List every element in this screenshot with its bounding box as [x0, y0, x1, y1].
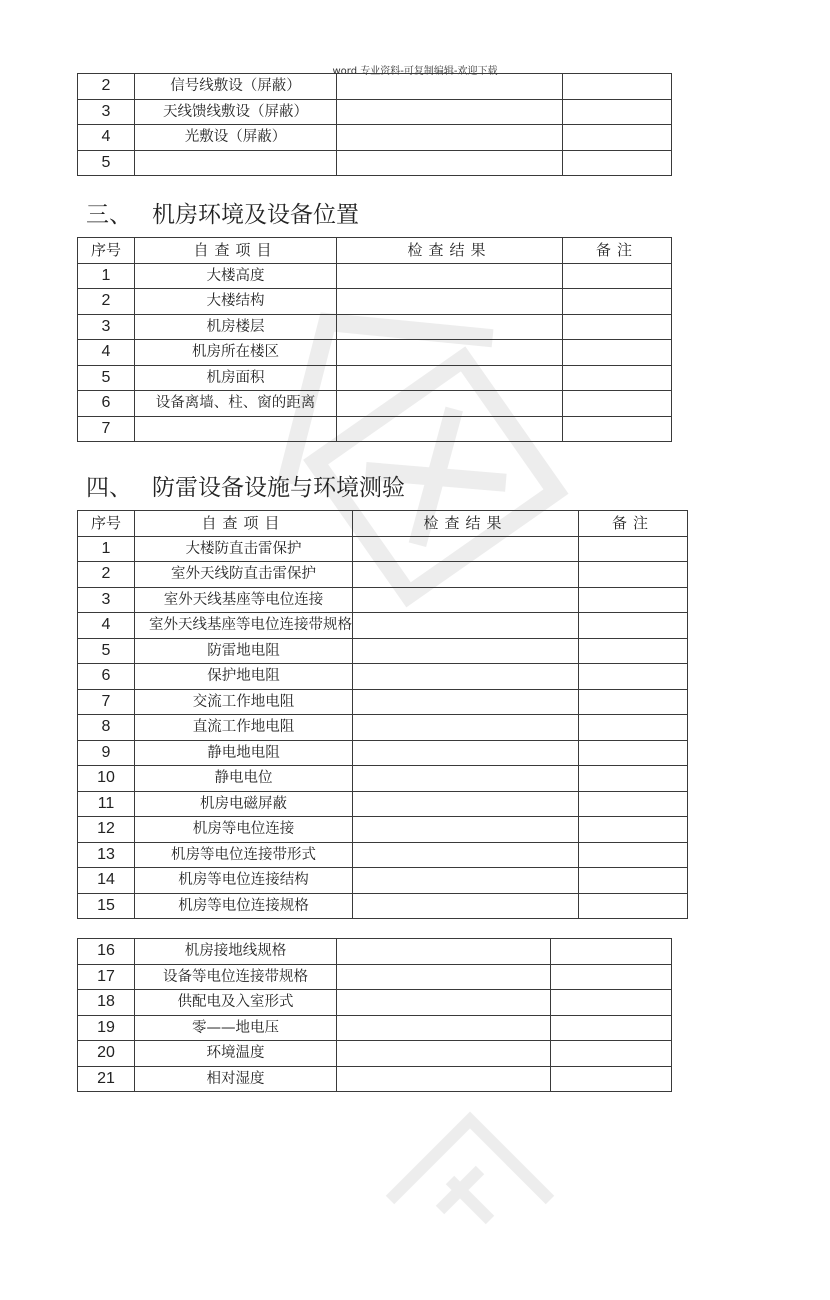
note-cell[interactable]: [551, 1041, 672, 1067]
section-title: 机房环境及设备位置: [152, 202, 359, 228]
check-item: 机房等电位连接规格: [135, 893, 353, 919]
note-cell[interactable]: [579, 817, 688, 843]
check-item: 机房电磁屏蔽: [135, 791, 353, 817]
result-cell[interactable]: [337, 74, 563, 100]
check-item: 防雷地电阻: [135, 638, 353, 664]
note-cell[interactable]: [563, 263, 672, 289]
table-row: [78, 817, 688, 843]
result-cell[interactable]: [353, 893, 579, 919]
note-cell[interactable]: [563, 99, 672, 125]
table-row: [78, 99, 672, 125]
row-number: 3: [78, 99, 135, 125]
check-item: 直流工作地电阻: [135, 715, 353, 741]
table-row: [78, 391, 672, 417]
result-cell[interactable]: [337, 391, 563, 417]
check-item: 室外天线基座等电位连接带规格: [135, 613, 353, 639]
row-number: 7: [78, 689, 135, 715]
result-cell[interactable]: [337, 125, 563, 151]
check-item: [135, 150, 337, 176]
table-row: [78, 263, 672, 289]
row-number: 2: [78, 562, 135, 588]
header-note: 备注: [579, 511, 688, 537]
note-cell[interactable]: [579, 613, 688, 639]
result-cell[interactable]: [337, 1015, 551, 1041]
table-header-row: [78, 511, 688, 537]
check-item: 保护地电阻: [135, 664, 353, 690]
result-cell[interactable]: [337, 263, 563, 289]
check-item: 机房等电位连接带形式: [135, 842, 353, 868]
row-number: 19: [78, 1015, 135, 1041]
check-item: 静电电位: [135, 766, 353, 792]
note-cell[interactable]: [579, 664, 688, 690]
result-cell[interactable]: [337, 99, 563, 125]
check-item: 交流工作地电阻: [135, 689, 353, 715]
check-item: 环境温度: [135, 1041, 337, 1067]
row-number: 6: [78, 664, 135, 690]
lightning-protection-table: [77, 510, 688, 919]
check-item: 设备离墙、柱、窗的距离: [135, 391, 337, 417]
table-row: [78, 766, 688, 792]
note-cell[interactable]: [563, 416, 672, 442]
row-number: 7: [78, 416, 135, 442]
note-cell[interactable]: [563, 125, 672, 151]
table-row: [78, 365, 672, 391]
cable-laying-table-continued: [77, 73, 672, 176]
check-item: 室外天线防直击雷保护: [135, 562, 353, 588]
note-cell[interactable]: [579, 536, 688, 562]
table-row: [78, 74, 672, 100]
check-item: 室外天线基座等电位连接: [135, 587, 353, 613]
check-item: 静电地电阻: [135, 740, 353, 766]
table-row: [78, 562, 688, 588]
row-number: 12: [78, 817, 135, 843]
table-row: [78, 416, 672, 442]
row-number: 3: [78, 587, 135, 613]
table-row: [78, 587, 688, 613]
note-cell[interactable]: [579, 893, 688, 919]
note-cell[interactable]: [563, 314, 672, 340]
note-cell[interactable]: [563, 74, 672, 100]
lightning-protection-table-lower: [77, 938, 672, 1092]
table-row: [78, 314, 672, 340]
note-cell[interactable]: [579, 689, 688, 715]
check-item: 机房等电位连接结构: [135, 868, 353, 894]
result-cell[interactable]: [337, 314, 563, 340]
note-cell[interactable]: [579, 715, 688, 741]
result-cell[interactable]: [337, 416, 563, 442]
check-item: 光敷设（屏蔽）: [135, 125, 337, 151]
result-cell[interactable]: [353, 664, 579, 690]
note-cell[interactable]: [579, 740, 688, 766]
table-row: [78, 939, 672, 965]
table-row: [78, 638, 688, 664]
row-number: 2: [78, 74, 135, 100]
table-row: [78, 893, 688, 919]
result-cell[interactable]: [353, 766, 579, 792]
result-cell[interactable]: [337, 150, 563, 176]
note-cell[interactable]: [563, 289, 672, 315]
row-number: 17: [78, 964, 135, 990]
row-number: 10: [78, 766, 135, 792]
note-cell[interactable]: [579, 766, 688, 792]
table-row: [78, 289, 672, 315]
result-cell[interactable]: [353, 791, 579, 817]
row-number: 5: [78, 638, 135, 664]
section-index: 四、: [86, 475, 132, 501]
table-row: [78, 990, 672, 1016]
row-number: 16: [78, 939, 135, 965]
result-cell[interactable]: [353, 689, 579, 715]
result-cell[interactable]: [353, 562, 579, 588]
section-title: 防雷设备设施与环境测验: [152, 475, 405, 501]
result-cell[interactable]: [353, 587, 579, 613]
table-row: [78, 689, 688, 715]
table-row: [78, 1066, 672, 1092]
result-cell[interactable]: [353, 740, 579, 766]
row-number: 14: [78, 868, 135, 894]
note-cell[interactable]: [579, 562, 688, 588]
page-header-note: word 专业资料-可复制编辑-欢迎下载: [332, 66, 498, 77]
row-number: 4: [78, 125, 135, 151]
table-row: [78, 613, 688, 639]
row-number: 5: [78, 365, 135, 391]
result-cell[interactable]: [353, 842, 579, 868]
check-item: 供配电及入室形式: [135, 990, 337, 1016]
check-item: 天线馈线敷设（屏蔽）: [135, 99, 337, 125]
row-number: 1: [78, 536, 135, 562]
section-3-heading: [86, 196, 359, 229]
check-item: [135, 416, 337, 442]
row-number: 9: [78, 740, 135, 766]
row-number: 8: [78, 715, 135, 741]
header-no: 序号: [78, 511, 135, 537]
note-cell[interactable]: [563, 340, 672, 366]
header-result: 检查结果: [337, 238, 563, 264]
row-number: 20: [78, 1041, 135, 1067]
result-cell[interactable]: [337, 939, 551, 965]
row-number: 2: [78, 289, 135, 315]
row-number: 3: [78, 314, 135, 340]
note-cell[interactable]: [551, 1066, 672, 1092]
row-number: 13: [78, 842, 135, 868]
note-cell[interactable]: [579, 791, 688, 817]
check-item: 大楼防直击雷保护: [135, 536, 353, 562]
note-cell[interactable]: [551, 939, 672, 965]
note-cell[interactable]: [579, 587, 688, 613]
table-row: [78, 125, 672, 151]
shield-watermark-icon: [370, 1100, 570, 1300]
row-number: 6: [78, 391, 135, 417]
check-item: 信号线敷设（屏蔽）: [135, 74, 337, 100]
table-row: [78, 1041, 672, 1067]
section-4-heading: [86, 469, 405, 502]
table-row: [78, 964, 672, 990]
row-number: 4: [78, 340, 135, 366]
result-cell[interactable]: [353, 638, 579, 664]
result-cell[interactable]: [337, 365, 563, 391]
note-cell[interactable]: [579, 868, 688, 894]
table-row: [78, 791, 688, 817]
header-item: 自查项目: [135, 511, 353, 537]
row-number: 11: [78, 791, 135, 817]
check-item: 机房楼层: [135, 314, 337, 340]
result-cell[interactable]: [337, 990, 551, 1016]
table-header-row: [78, 238, 672, 264]
note-cell[interactable]: [551, 964, 672, 990]
row-number: 4: [78, 613, 135, 639]
table-row: [78, 664, 688, 690]
table-row: [78, 868, 688, 894]
result-cell[interactable]: [353, 817, 579, 843]
note-cell[interactable]: [551, 1015, 672, 1041]
header-no: 序号: [78, 238, 135, 264]
check-item: 相对湿度: [135, 1066, 337, 1092]
header-item: 自查项目: [135, 238, 337, 264]
check-item: 机房面积: [135, 365, 337, 391]
table-row: [78, 740, 688, 766]
result-cell[interactable]: [353, 868, 579, 894]
check-item: 机房等电位连接: [135, 817, 353, 843]
check-item: 大楼结构: [135, 289, 337, 315]
note-cell[interactable]: [579, 638, 688, 664]
table-row: [78, 842, 688, 868]
result-cell[interactable]: [353, 613, 579, 639]
table-row: [78, 715, 688, 741]
result-cell[interactable]: [353, 715, 579, 741]
table-row: [78, 536, 688, 562]
section-index: 三、: [86, 202, 132, 228]
row-number: 18: [78, 990, 135, 1016]
table-row: [78, 340, 672, 366]
row-number: 5: [78, 150, 135, 176]
result-cell[interactable]: [353, 536, 579, 562]
result-cell[interactable]: [337, 1041, 551, 1067]
result-cell[interactable]: [337, 289, 563, 315]
result-cell[interactable]: [337, 340, 563, 366]
header-result: 检查结果: [353, 511, 579, 537]
check-item: 设备等电位连接带规格: [135, 964, 337, 990]
result-cell[interactable]: [337, 964, 551, 990]
row-number: 15: [78, 893, 135, 919]
note-cell[interactable]: [563, 391, 672, 417]
note-cell[interactable]: [563, 150, 672, 176]
check-item: 机房接地线规格: [135, 939, 337, 965]
result-cell[interactable]: [337, 1066, 551, 1092]
note-cell[interactable]: [563, 365, 672, 391]
note-cell[interactable]: [579, 842, 688, 868]
room-environment-table: [77, 237, 672, 442]
table-row: [78, 150, 672, 176]
check-item: 机房所在楼区: [135, 340, 337, 366]
table-row: [78, 1015, 672, 1041]
row-number: 21: [78, 1066, 135, 1092]
row-number: 1: [78, 263, 135, 289]
check-item: 大楼高度: [135, 263, 337, 289]
note-cell[interactable]: [551, 990, 672, 1016]
check-item: 零——地电压: [135, 1015, 337, 1041]
header-note: 备注: [563, 238, 672, 264]
